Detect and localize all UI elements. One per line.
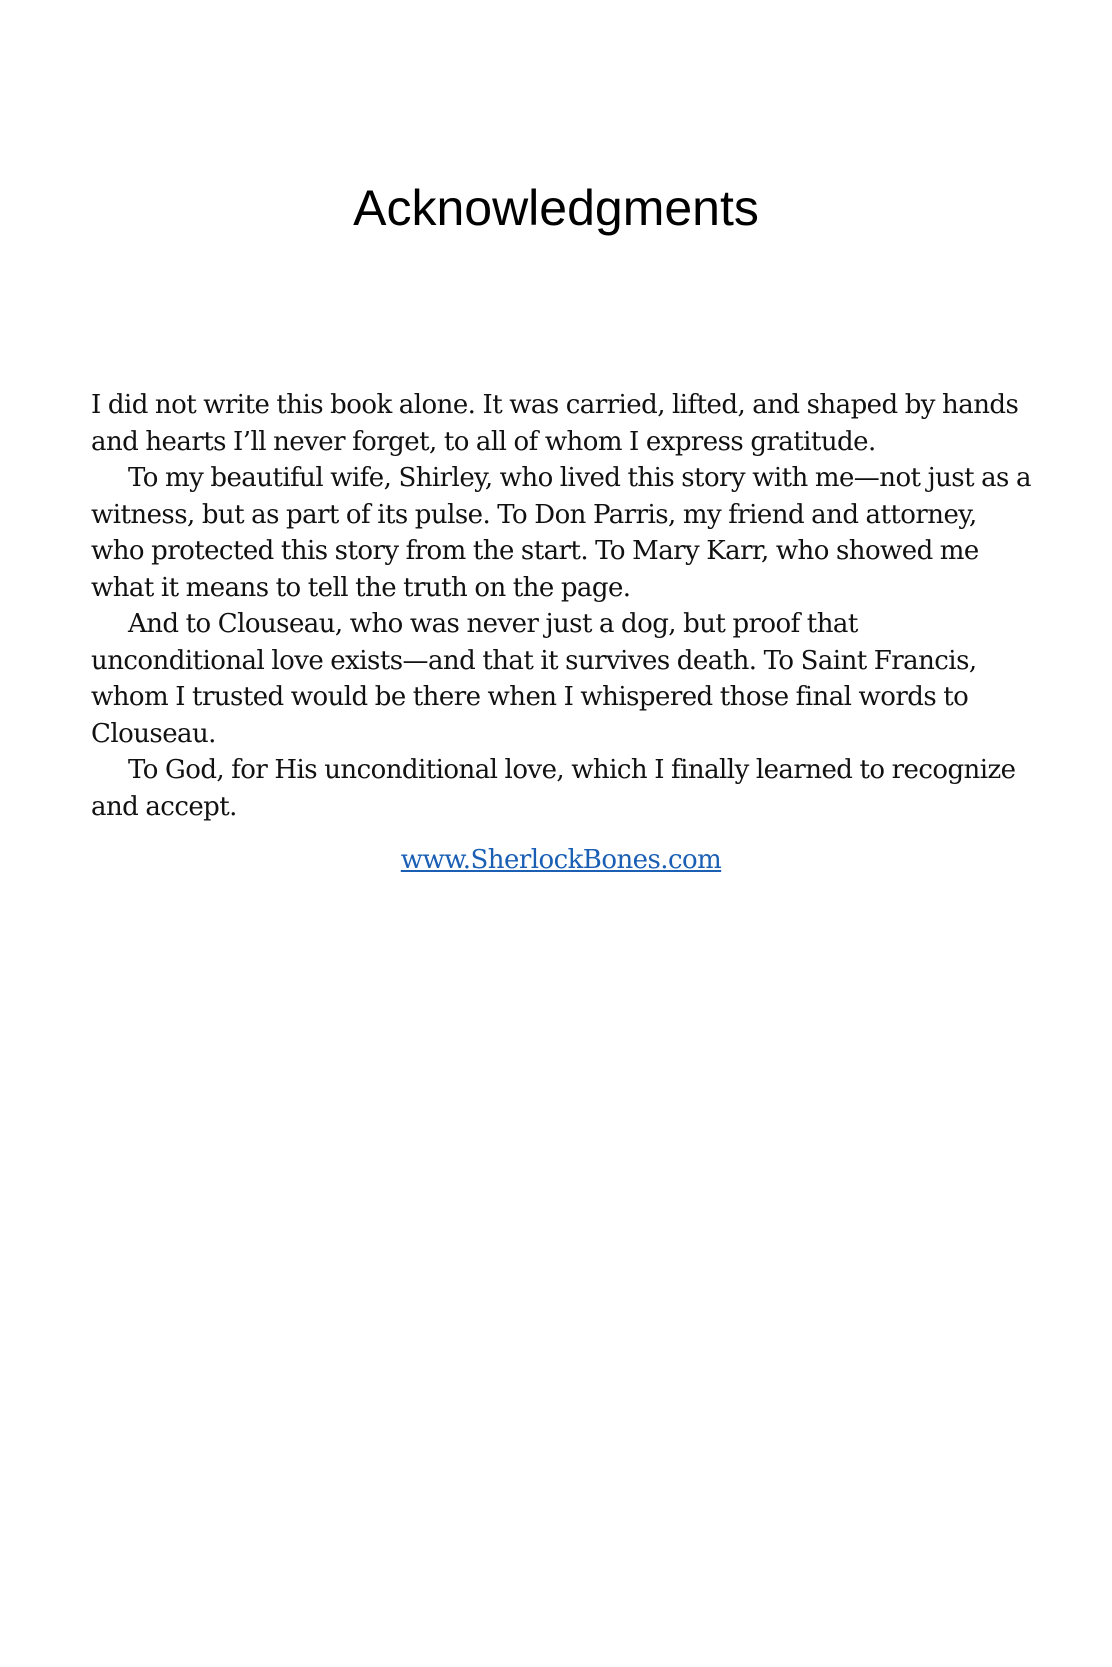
paragraph-2: To my beautiful wife, Shirley, who lived this story with me—not just as a witness, but as part of its pulse. To Don Parris, my friend and attorney, who protected this story from the start. To Mary Karr, who showed me what it means to tell the truth on the page. (91, 463, 1031, 603)
page-title: Acknowledgments (353, 180, 759, 236)
website-link[interactable]: www.SherlockBones.com (400, 845, 722, 875)
paragraph-4: To God, for His unconditional love, which I finally learned to recognize and accept. (91, 755, 1016, 822)
acknowledgments-body (91, 387, 1031, 879)
paragraph-1: I did not write this book alone. It was carried, lifted, and shaped by hands and hearts I’ll never forget, to all of whom I express gratitude. (91, 390, 1019, 457)
website-link-line (91, 842, 1031, 879)
paragraph-3: And to Clouseau, who was never just a dog, but proof that unconditional love exists—and that it survives death. To Saint Francis, whom I trusted would be there when I whispered those final words to Clouseau. (91, 609, 977, 749)
